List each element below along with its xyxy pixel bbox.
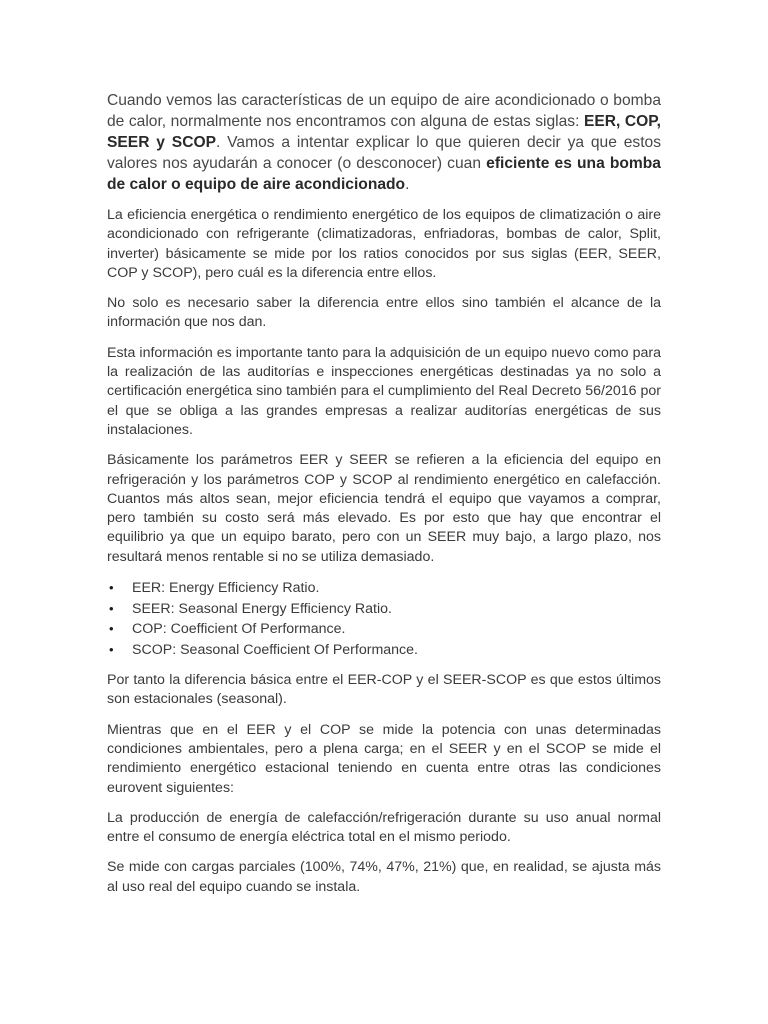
paragraph-measurement-conditions: Mientras que en el EER y el COP se mide la potencia con unas determinadas condiciones ambientales, pero a plena carga; en el SEER y en el SCOP se mide el rendimiento energético estacional teniendo en cuenta entre otras las condiciones eurovent siguientes:	[107, 721, 661, 796]
bullet-icon: •	[109, 580, 114, 596]
list-item-text: COP: Coefficient Of Performance.	[132, 621, 346, 638]
list-item-text: SCOP: Seasonal Coefficient Of Performance.	[132, 641, 418, 658]
intro-acronyms-bold: EER, COP, SEER y SCOP	[107, 113, 662, 151]
paragraph-efficiency-definition: La eficiencia energética o rendimiento energético de los equipos de climatización o aire acondicionado con refrigerante (climatizadoras, enfriadoras, bombas de calor, Split, inverter) básicamente se mide por los ratios conocidos por sus siglas (EER, SEER, COP y SCOP), pero cuál es la diferencia entre ellos.	[107, 207, 661, 281]
intro-paragraph	[107, 90, 661, 195]
bullet-icon: •	[109, 641, 114, 657]
list-item	[107, 578, 661, 599]
intro-text: .	[405, 176, 410, 193]
paragraph-annual-production: La producción de energía de calefacción/refrigeración durante su uso anual normal entre el consumo de energía eléctrica total en el mismo periodo.	[107, 809, 661, 846]
acronym-list	[107, 578, 661, 660]
paragraph-scope: No solo es necesario saber la diferencia entre ellos sino también el alcance de la información que nos dan.	[107, 295, 661, 331]
list-item-text: SEER: Seasonal Energy Efficiency Ratio.	[132, 600, 392, 617]
bullet-icon: •	[109, 621, 114, 637]
paragraph-partial-loads: Se mide con cargas parciales (100%, 74%, 47%, 21%) que, en realidad, se ajusta más al uso real del equipo cuando se instala.	[107, 859, 661, 895]
list-item	[107, 640, 661, 661]
paragraph-parameters: Básicamente los parámetros EER y SEER se refieren a la eficiencia del equipo en refrigeración y los parámetros COP y SCOP al rendimiento energético en calefacción. Cuantos más altos sean, mejor eficiencia tendrá el equipo que vayamos a comprar, pero también su costo será más elevado. Es por esto que hay que encontrar el equilibrio ya que un equipo barato, pero con un SEER muy bajo, a largo plazo, nos resultará menos rentable si no se utiliza demasiado.	[107, 452, 661, 565]
intro-efficiency-bold: eficiente es una bomba de calor o equipo de aire acondicionado	[107, 155, 661, 193]
intro-text: . Vamos a intentar explicar lo que quieren decir ya que estos valores nos ayudarán a conocer (o desconocer) cuan	[107, 134, 661, 172]
paragraph-seasonal-difference: Por tanto la diferencia básica entre el EER-COP y el SEER-SCOP es que estos últimos son estacionales (seasonal).	[107, 672, 661, 708]
list-item	[107, 599, 661, 620]
list-item-text: EER: Energy Efficiency Ratio.	[132, 580, 320, 597]
bullet-icon: •	[109, 600, 114, 616]
list-item	[107, 619, 661, 640]
intro-text: Cuando vemos las características de un equipo de aire acondicionado o bomba de calor, normalmente nos encontramos con alguna de estas siglas:	[107, 92, 661, 130]
document-page	[107, 90, 661, 908]
paragraph-audits: Esta información es importante tanto para la adquisición de un equipo nuevo como para la realización de las auditorías e inspecciones energéticas destinadas ya no solo a certificación energética sino también para el cumplimiento del Real Decreto 56/2016 por el que se obliga a las grandes empresas a realizar auditorías energéticas de sus instalaciones.	[107, 344, 661, 438]
